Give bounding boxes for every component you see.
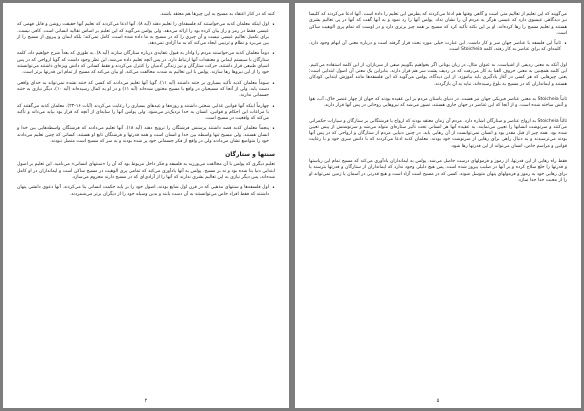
paragraph: می‌گویند که این تعلیم از تعالیم متی است و گاهی وقتها هم ادعا می‌کردند که بطرس این تعلیم را داده است. آنها ادعا می‌کردند که کلیسا نیز دیدگاهی عیسوی دارد که عیسی هرگز به مردم آن را نشان نداد. پولس آنها را رد نمود و به آنها گفت که آنها در پی تعالیم بشری هستند و تعلیم مسیح را رها کرده‌اند. او بر این نکته تأکید کرد که مسیح بر همه چیز برتری دارد و در اوست که تمام پری الوهیت ساکن است. [309, 12, 567, 36]
bullet-paragraph: • ثانیاً این فلسفه با عناصر جهان سر و کار داشت. این عبارت خیلی مورد بحث قرار گرفته است و درباره معنی آن ابهام وجود دارد. کلمه‌ای که برای عناصر به کار رفته، کلمه Stoicheia است. [309, 41, 567, 54]
page-number: ۵ [436, 398, 440, 404]
bullet-paragraph: • چهارماً اینکه آنها قوانین غذایی سختی داشتند و روزه‌ها و عیدهای بسیاری را رعایت می‌کردند (آیات ۱۶-۲۳). معلمان کذبه می‌گفتند که با مراعات این احکام و قوانین، انسان به خدا نزدیک‌تر می‌شود. ولی پولس آنها را سایه‌ای از آنچه که قرار بود بیاید می‌داند و تأکید می‌کند که واقعیت در مسیح است. [17, 104, 275, 123]
paragraph: اول آنکه به معنی ردیفی از اشیاست. به عنوان مثال، در زبان یونانی اگر بخواهیم بگوییم صفی از سربازان، از این کلمه استفاده می‌کنیم. این کلمه همچنین به معنی حروف الفبا به کار می‌رفت که در ردیف پشت سر هم قرار دارند. بنابراین یک معنی آن اصول ابتدایی است؛ یعنی چیزهایی که هر کسی در آغاز یادگیری باید بیاموزد. از این دیدگاه، پولس می‌گوید که این فلسفه‌ها مانند آموزش ابتدایی کودکان هستند و ایمانداران که در مسیح به بلوغ رسیده‌اند، نباید به آن بازگردند. [309, 62, 567, 87]
paragraph: تعلیم دیگری که پولس با آن مخالفت می‌ورزید به فلسفه و فکر داخل مربوط بود که آن را «سنتهای انسانی» می‌نامید. این تعلیم بر اصول ابتدایی دنیا بنا شده بود و نه بر مسیح. پولس به آنها یادآوری می‌کند که تمامی پری الوهیت در مسیح ساکن است و ایمانداران در او کامل شده‌اند، پس دیگر نیازی به این تعالیم بشری ندارند که آنها را از آزادی‌ای که در مسیح دارند محروم می‌سازد. [17, 162, 275, 180]
paragraph: کنند که در کنار اعتقاد به مسیح به این چیزها هم معتقد باشند. [159, 12, 275, 17]
paragraph: ثالثاً Stoicheia به ارواح عناصر و ستارگان اشاره دارد. مردم آن زمان معتقد بودند که ارواح یا فرشتگانی بر ستارگان و سیارات حکمرانی می‌کنند و سرنوشت انسانها را تعیین می‌نمایند. به عقیده آنها هر انسانی تحت تأثیر ستاره‌ای متولد می‌شد و سرنوشتش از پیش تعیین شده بود. همه چیز از قبل مقدر بود و انسان نمی‌توانست از آن رهایی یابد. در چنین دنیایی مردم از ستارگان و ارواحی که در پس آنها بودند می‌ترسیدند و به دنبال راهی برای رهایی از سرنوشت خود بودند. معلمان کذبه ادعا می‌کردند که با دانش سری خود و با رعایت قوانین و مراسم خاص، انسان می‌تواند از این قدرتها رها شود. [309, 118, 568, 149]
section-heading: سنتها و ستارگان [225, 151, 275, 159]
bullet-paragraph: • اول فلسفه‌ها و سنتهای مذهبی که در قرن اول شایع بودند، اصول خود را بر پایه حکمت انسانی بنا می‌کردند. آنها دعوی دانشی پنهان داشتند که فقط افراد خاص می‌توانستند به آن دست یابند و بدین وسیله خود را از دیگران برتر می‌شمردند. [17, 185, 275, 198]
bullet-paragraph: • دوماً معلمان کذبه می‌خواستند مردم را وادار به قبول عقایدی درباره ستارگان سازند (آیه ۸). به طوری که بعداً شرح خواهیم داد، کلمه ستارگان با سیستم ایمانی و معتقدات آنها ارتباط دارد. در پس آنچه تعلیم داده می‌شد، این نظر وجود داشت که گویا ارواحی که در پس اشیای طبیعی قرار داشتند، حرکت ستارگان و نیز زندگی آدمیان را کنترل می‌کردند و فقط کسانی که دانش ویژه‌ای داشتند می‌توانستند خود را از این نیروها رها سازند. پولس با این تعالیم به شدت مخالفت می‌کند. او بیان می‌کند که مسیح از تمام این قدرتها برتر است. [17, 51, 275, 76]
bullet-paragraph: • اول اینکه معلمان کذبه می‌خواستند که فلسفه‌ای را تعلیم دهند (آیه ۸). آنها ادعا می‌کردند که تعلیم آنها حقیقت روشن و قابل فهمی که عیسی فقط در رمز و راز بیان کرده بود را ارائه می‌دهد. ولی پولس می‌گوید که این تعلیم بر اساس تقالید انسانی است. کافی نیست. برای تکمیل تعالیم عیسی نیست و آن چیزی را که در مسیح به ما داده شده است، کامل نمی‌کند؛ بلکه ایمان و پیروی از مسیح را از بین می‌برد و نظام و ترتیبی ایجاد می‌کند که به ما آزادی نمی‌دهد. [17, 22, 275, 47]
paragraph: ثانیاً Stoicheia به معنی عناصر فیزیکی جهان نیز هست. در دنیای باستان مردم بر این عقیده بودند که جهان از چهار عنصر خاک، آب، هوا و آتش ساخته شده است. و از آنجا که این عناصر در جهان جاری هستند، تصور می‌شد که نیروهایی روحانی در پس آنها قرار دارند. [309, 96, 567, 109]
bullet-paragraph: • پنجماً معلمان کذبه قصد داشتند پرستش فرشتگان را ترویج دهند (آیه ۱۸). آنها تعلیم می‌دادند که فرشتگان واسطه‌هایی بین خدا و انسان هستند. ولی مسیح تنها واسطه بین خدا و انسان است و همه قدرتها و فرشتگان تابع او هستند. کسانی که چنین تعلیم می‌دادند خود را متواضع نشان می‌دادند ولی در واقع از فکر جسمانی خود پر شده بودند و به سر که مسیح است متصل نبودند. [17, 126, 275, 145]
right-page [295, 3, 581, 408]
paragraph: فقط راه رهایی از این قدرتها، از رموز و فرمولهای درست حاصل می‌شد. پولس به ایمانداران یادآوری می‌کند که مسیح تمام این ریاستها و قدرتها را خلع سلاح کرده و بر آنها در صلیب پیروز شده است. پس هیچ دلیلی وجود ندارد که ایمانداران از ستارگان و قدرتها بترسند یا برای رهایی خود به رموز و فرمولهای پنهان متوسل شوند. کسی که در مسیح است آزاد است و هیچ قدرتی در آسمان یا زمین نمی‌تواند او را از محبت خدا جدا سازد. [309, 159, 567, 183]
bullet-paragraph: • سوماً معلمان کذبه تأکید بسیاری بر ختنه داشتند (آیه ۱۱). گویا آنها تعلیم می‌دادند که کسی که ختنه نشده نمی‌تواند به خدای واقعی دست یابد. ولی از آنجا که مسیحیان در واقع با مسیح مختون شده‌اند (آیه ۱۱) و در او به کمال رسیده‌اند (آیه ۱۰)، دیگر نیازی به ختنه جسمانی ندارند. [17, 81, 275, 100]
book-spread [3, 3, 581, 408]
page-number: ۴ [144, 398, 148, 404]
left-page [3, 3, 289, 408]
